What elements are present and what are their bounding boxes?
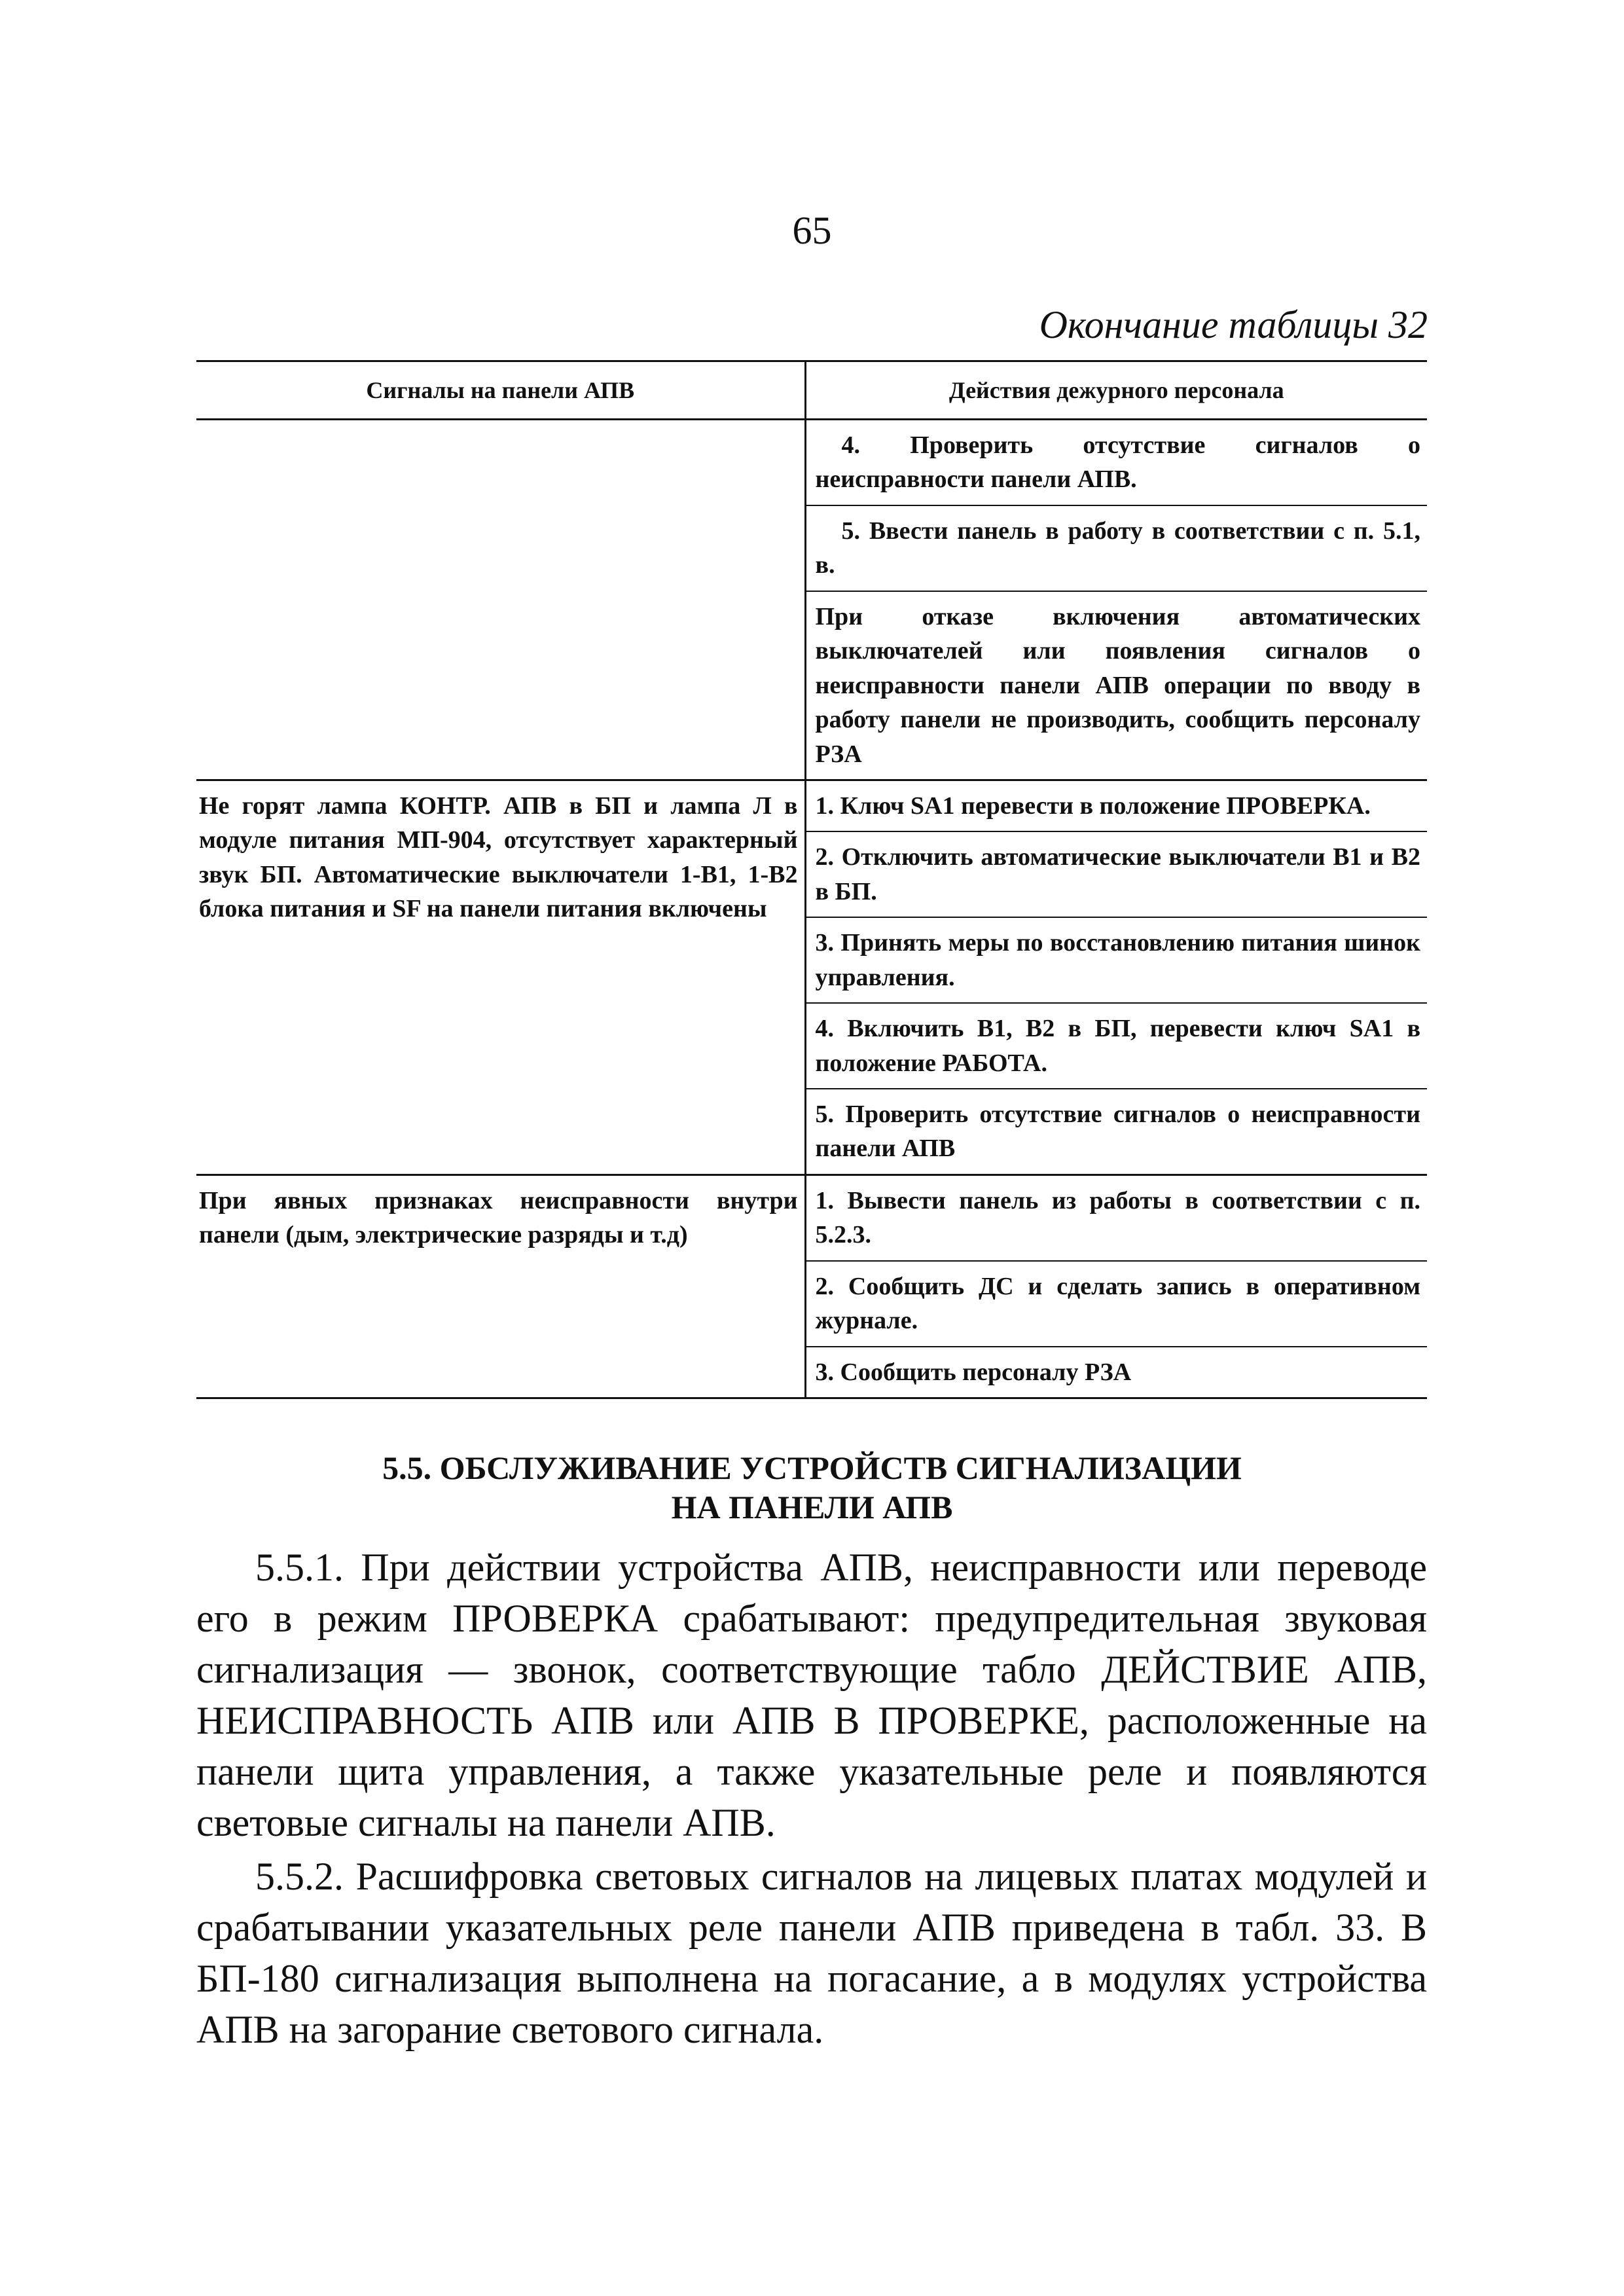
- action-item: 3. Принять меры по восстановлению питания шинок управления.: [806, 917, 1428, 1002]
- section-title: [0, 1448, 1624, 1527]
- section-body: [196, 1542, 1427, 2058]
- table-header-row: [196, 361, 1427, 420]
- paragraph-5-5-2: 5.5.2. Расшифровка световых сигналов на лицевых платах модулей и срабатывании указательных реле панели АПВ приведена в табл. 33. В БП-180 сигнализация выполнена на погасание, а в модулях устройства АПВ на загорание светового сигнала.: [196, 1855, 1427, 2051]
- header-actions: Действия дежурного персонала: [805, 361, 1427, 420]
- table-row: [196, 420, 1427, 780]
- table-caption: Окончание таблицы 32: [1039, 303, 1428, 346]
- action-item: 2. Отключить автоматические выключатели В1 и В2 в БП.: [806, 831, 1428, 917]
- action-item: 3. Сообщить персоналу РЗА: [806, 1346, 1428, 1397]
- signal-cell: При явных признаках неисправности внутри панели (дым, электрические разряды и т.д): [196, 1175, 805, 1398]
- action-item: 5. Ввести панель в работу в соответствии с п. 5.1, в.: [806, 505, 1428, 591]
- header-signals: Сигналы на панели АПВ: [196, 361, 805, 420]
- page-number: 65: [792, 209, 832, 252]
- section-title-line-2: НА ПАНЕЛИ АПВ: [671, 1489, 953, 1525]
- signal-cell: [196, 420, 805, 780]
- action-item: 4. Проверить отсутствие сигналов о неисправности панели АПВ.: [815, 431, 1420, 494]
- actions-cell: [805, 780, 1427, 1175]
- action-item: 4. Включить В1, В2 в БП, перевести ключ SA1 в положение РАБОТА.: [806, 1002, 1428, 1088]
- actions-cell: [805, 1175, 1427, 1398]
- signal-cell: Не горят лампа КОНТР. АПВ в БП и лампа Л в модуле питания МП-904, отсутствует характерный звук БП. Автоматические выключатели 1-В1, 1-В2 блока питания и SF на панели питания включены: [196, 780, 805, 1175]
- signals-table: [196, 360, 1427, 1399]
- action-item: При отказе включения автоматических выключателей или появления сигналов о неисправности панели АПВ операции по вводу в работу панели не производить, сообщить персоналу РЗА: [806, 591, 1428, 779]
- table-row: [196, 1175, 1427, 1398]
- action-item: 1. Вывести панель из работы в соответствии с п. 5.2.3.: [815, 1186, 1420, 1249]
- paragraph-5-5-1: 5.5.1. При действии устройства АПВ, неисправности или переводе его в режим ПРОВЕРКА срабатывают: предупредительная звуковая сигнализация — звонок, соответствующие табло ДЕЙСТВИЕ АПВ, НЕИСПРАВНОСТЬ АПВ или АПВ В ПРОВЕРКЕ, расположенные на панели щита управления, а также указательные реле и появляются световые сигналы на панели АПВ.: [196, 1546, 1427, 1844]
- table-row: [196, 780, 1427, 1175]
- section-title-line-1: 5.5. ОБСЛУЖИВАНИЕ УСТРОЙСТВ СИГНАЛИЗАЦИИ: [382, 1449, 1242, 1486]
- action-item: 5. Проверить отсутствие сигналов о неисправности панели АПВ: [806, 1088, 1428, 1174]
- action-item: 1. Ключ SA1 перевести в положение ПРОВЕРКА.: [815, 792, 1371, 820]
- actions-cell: [805, 420, 1427, 780]
- action-item: 2. Сообщить ДС и сделать запись в оперативном журнале.: [806, 1260, 1428, 1346]
